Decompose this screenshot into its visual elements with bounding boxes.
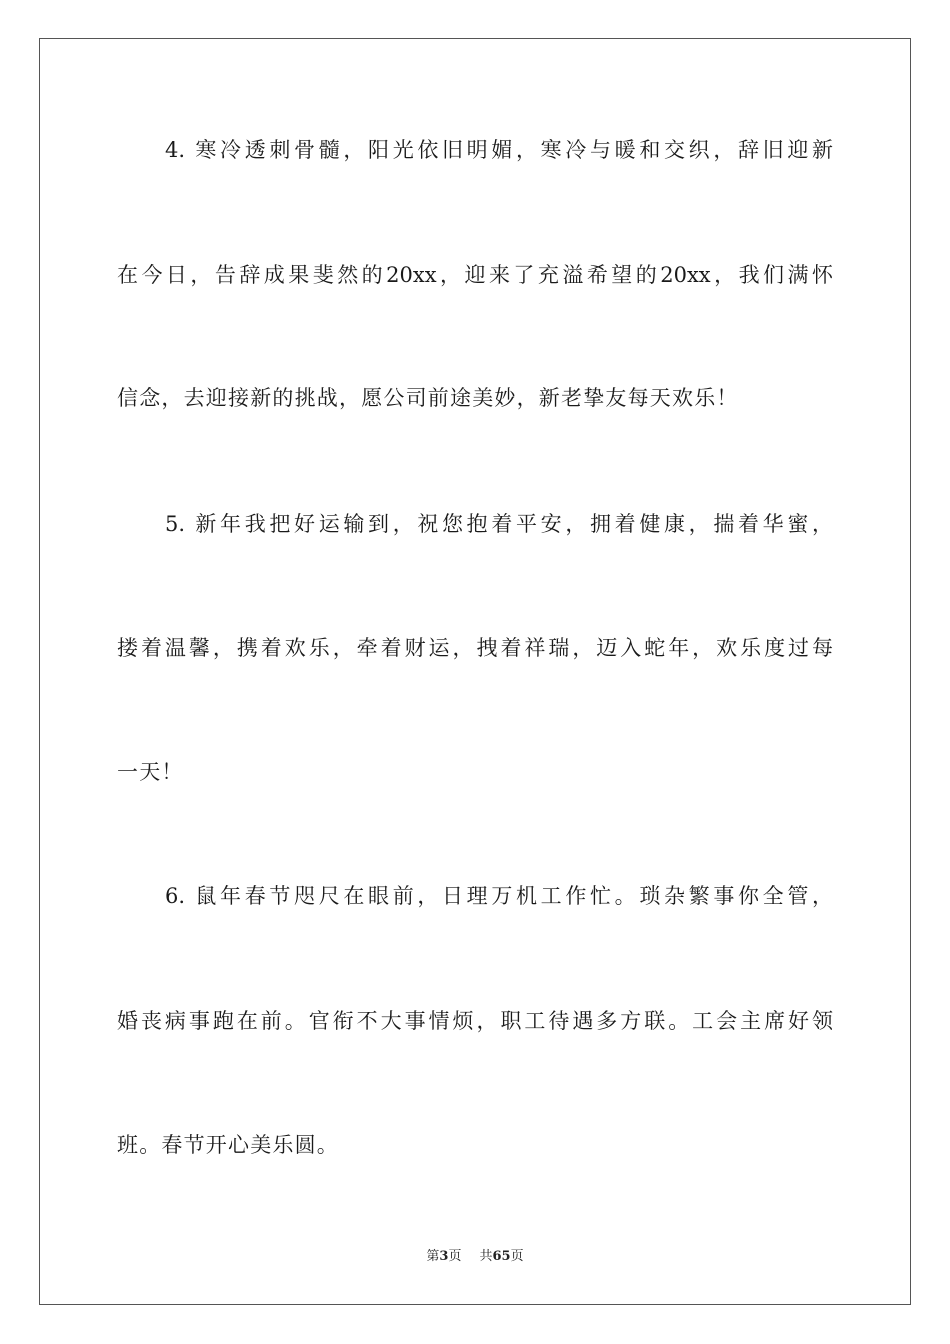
paragraph-6-line-2: 婚丧病事跑在前。官衔不大事情烦，职工待遇多方联。工会主席好领 [117, 1009, 833, 1033]
paragraph-5-line-1: 5. 新年我把好运输到，祝您抱着平安，拥着健康，揣着华蜜， [165, 512, 833, 536]
paragraph-4-line-1: 4. 寒冷透刺骨髓，阳光依旧明媚，寒冷与暖和交织，辞旧迎新 [165, 138, 833, 162]
paragraph-6-line-3: 班。春节开心美乐圆。 [117, 1133, 339, 1157]
paragraph-6-line-1: 6. 鼠年春节咫尺在眼前，日理万机工作忙。琐杂繁事你全管， [165, 884, 833, 908]
paragraph-4-line-2: 在今日，告辞成果斐然的20xx，迎来了充溢希望的20xx，我们满怀 [117, 263, 833, 287]
footer-page-prefix: 第 [426, 1249, 440, 1264]
paragraph-4-line-3: 信念，去迎接新的挑战，愿公司前途美妙，新老挚友每天欢乐！ [117, 386, 739, 410]
footer-total-suffix: 页 [510, 1249, 524, 1264]
footer-page-number: 3 [439, 1249, 449, 1264]
page-footer [0, 1248, 950, 1266]
footer-total-prefix: 共 [479, 1249, 493, 1264]
footer-total-pages: 65 [492, 1249, 511, 1264]
paragraph-5-line-3: 一天！ [117, 760, 184, 784]
paragraph-5-line-2: 搂着温馨，携着欢乐，牵着财运，拽着祥瑞，迈入蛇年，欢乐度过每 [117, 636, 833, 660]
footer-page-suffix: 页 [448, 1249, 462, 1264]
page-border [39, 38, 911, 1305]
